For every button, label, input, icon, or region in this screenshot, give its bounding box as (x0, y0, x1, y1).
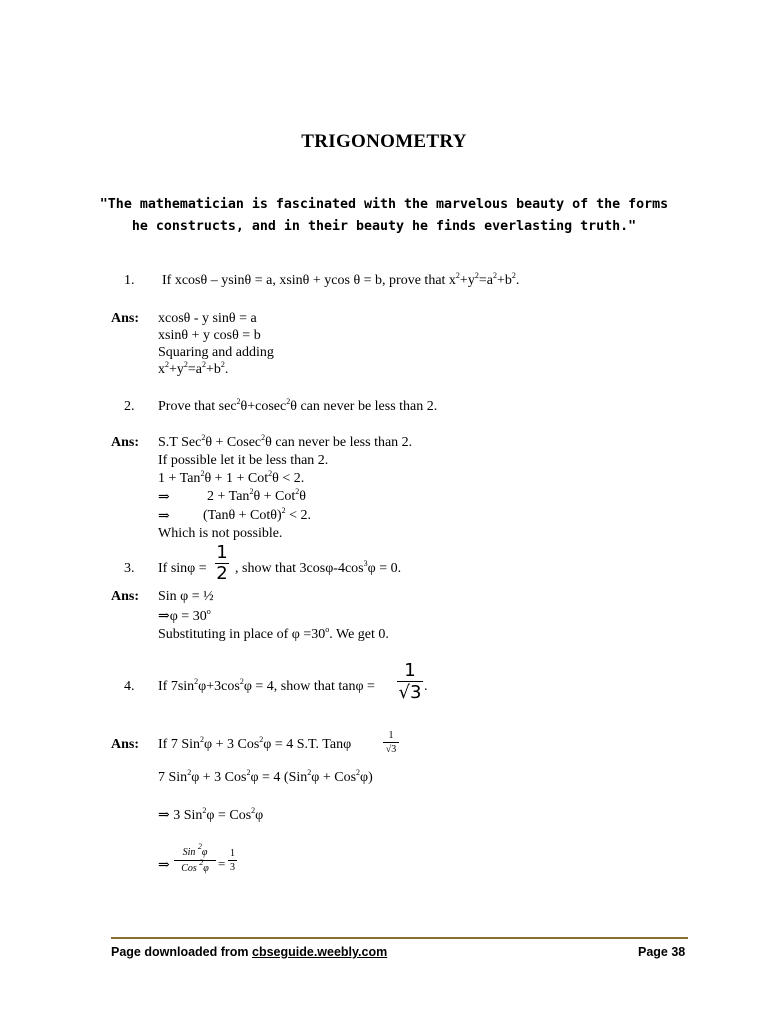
q4-ans-line-1: If 7 Sin$^2$φ + 3 Cos$^2$φ = 4 S.T. Tanφ (158, 735, 352, 752)
q3-text-b: , show that $3\cos\varphi-4\cos^3\varphi = 0$. (235, 559, 402, 576)
fraction-denominator: Cos $^2$φ (181, 858, 209, 874)
fraction-numerator: 1 (388, 730, 394, 741)
q3-text-a: If sinφ = (158, 561, 207, 576)
source-link[interactable]: cbseguide.weebly.com (252, 945, 388, 959)
equals-sign: = (218, 856, 226, 871)
q4-fraction (397, 660, 423, 704)
q3-ans-line-2: ⇒φ = $30^o$ (158, 607, 211, 624)
quote-line-2: he constructs, and in their beauty he finds everlasting truth." (131, 219, 637, 234)
q3-number: 3. (124, 561, 135, 576)
q3-ans-line-3: Substituting in place of $\varphi =30^o$. We get 0. (158, 625, 389, 642)
page-title: TRIGONOMETRY (301, 131, 467, 152)
q2-ans-line-1: S.T Sec$^2$θ + Cosec$^2$θ can never be less than 2. (158, 433, 413, 450)
fraction-denominator: √3 (398, 682, 422, 703)
implies-arrow: ⇒ (158, 509, 170, 524)
q4-text: If $7\sin^2\varphi+3\cos^2\varphi = 4$, show that tanφ = (158, 677, 375, 694)
fraction-denominator: 2 (216, 563, 228, 584)
q3-ans-label: Ans: (111, 589, 140, 604)
fraction-numerator: 1 (404, 660, 416, 681)
implies-arrow: ⇒ (158, 858, 170, 873)
q3-ans-line-1: Sin φ = ½ (158, 589, 214, 604)
q2-ans-line-2: If possible let it be less than 2. (158, 453, 329, 468)
q1-ans-line-1: xcosθ - y sinθ = a (158, 311, 257, 326)
q1-ans-line-4: $x^2+y^2=a^2+b^2$. (158, 360, 229, 377)
q2-ans-label: Ans: (111, 435, 140, 450)
q2-ans-line-3: 1 + Tan$^2$θ + 1 + Cot$^2$θ < 2. (158, 469, 305, 486)
q4-ans-result-fraction (228, 847, 237, 875)
page-number: Page 38 (638, 945, 686, 959)
q4-text-end: . (424, 679, 428, 694)
q4-ans-line-2: 7 Sin$^2$φ + 3 Cos$^2$φ = 4 (Sin$^2$φ + Cos$^2$φ) (158, 768, 373, 785)
quote-line-1: "The mathematician is fascinated with the marvelous beauty of the forms (99, 197, 669, 212)
fraction-numerator: Sin $^2$φ (182, 842, 208, 858)
fraction-denominator: 3 (230, 862, 235, 873)
q4-ans-fraction (383, 729, 399, 757)
q1-ans-line-3: Squaring and adding (158, 345, 274, 360)
q4-ans-label: Ans: (111, 737, 140, 752)
footer-source: Page downloaded from cbseguide.weebly.com (111, 945, 388, 959)
q4-number: 4. (124, 679, 135, 694)
q1-text: If xcosθ – ysinθ = a, xsinθ + ycos θ = b, prove that $x^2+y^2=a^2+b^2$. (162, 271, 520, 288)
q2-text: Prove that $\sec^2\theta+cosec^2\theta$ can never be less than 2. (158, 397, 438, 414)
q2-ans-line-6: Which is not possible. (158, 526, 283, 541)
q1-number: 1. (124, 273, 135, 288)
q4-ans-ratio-fraction (174, 842, 216, 877)
fraction-numerator: 1 (216, 542, 228, 563)
fraction-denominator: √3 (385, 744, 397, 755)
q2-number: 2. (124, 399, 135, 414)
implies-arrow: ⇒ (158, 490, 170, 505)
q1-ans-label: Ans: (111, 311, 140, 326)
q1-ans-line-2: xsinθ + y cosθ = b (158, 328, 261, 343)
q2-ans-line-4: 2 + Tan$^2$θ + Cot$^2$θ (207, 487, 306, 504)
fraction-numerator: 1 (230, 848, 235, 859)
q2-ans-line-5: $(Tan\theta + Cot\theta)^2 < 2$. (203, 506, 312, 523)
footer-divider (111, 937, 688, 939)
q4-ans-line-3: ⇒ 3 Sin$^2$φ = Cos$^2$φ (158, 806, 264, 823)
q3-fraction (215, 543, 229, 584)
